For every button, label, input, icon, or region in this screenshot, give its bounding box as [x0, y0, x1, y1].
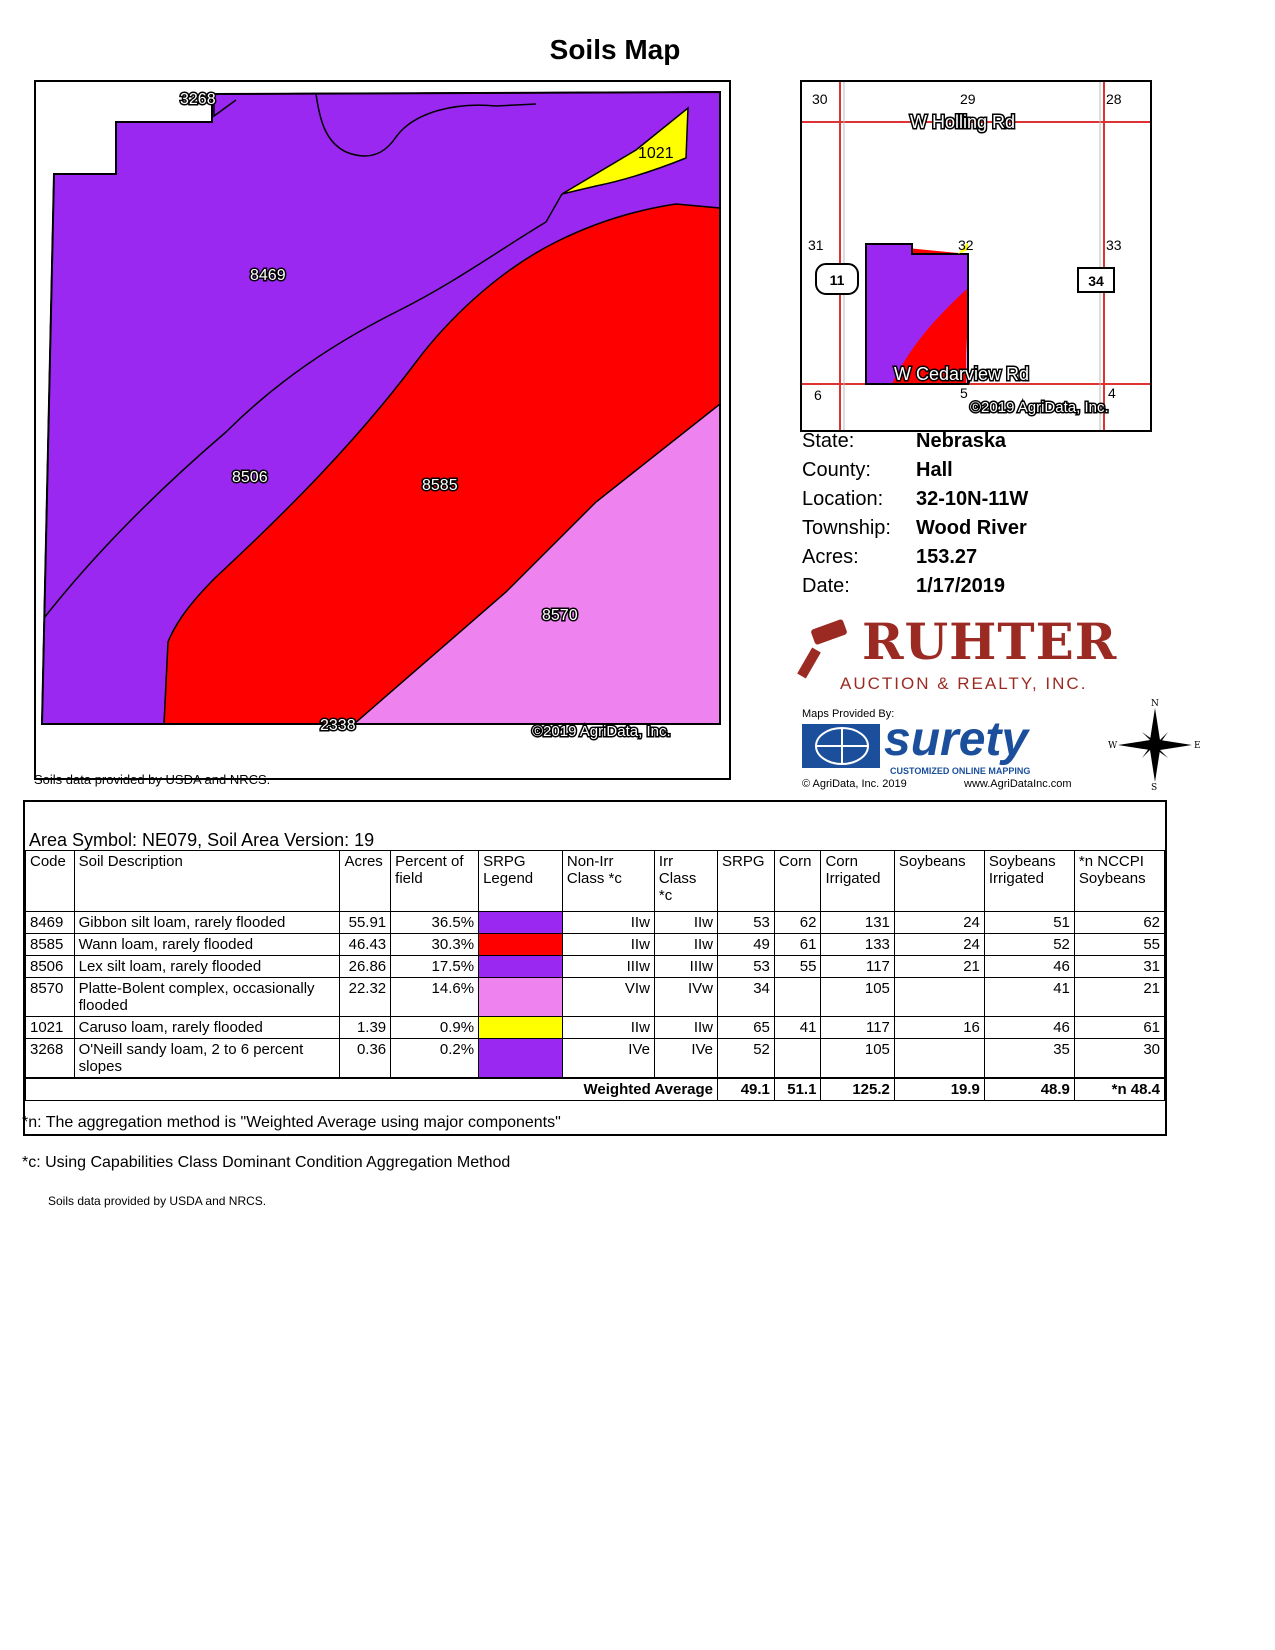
table-cell: 41: [984, 978, 1074, 1017]
locator-copyright: ©2019 AgriData, Inc.: [970, 399, 1109, 416]
table-cell: [774, 1039, 821, 1079]
table-cell: IIw: [654, 912, 717, 934]
table-cell: Gibbon silt loam, rarely flooded: [74, 912, 340, 934]
table-cell: 8469: [26, 912, 75, 934]
info-value: 153.27: [916, 546, 978, 568]
table-row: [26, 956, 1165, 978]
map-label: 8585: [422, 477, 458, 494]
table-cell: 61: [774, 934, 821, 956]
col-header: Non-Irr Class *c: [562, 851, 654, 912]
col-header: Corn: [774, 851, 821, 912]
table-cell: 46: [984, 956, 1074, 978]
page-title: Soils Map: [549, 34, 681, 65]
weighted-average-cell: 49.1: [718, 1078, 775, 1101]
info-value: Hall: [916, 459, 953, 481]
table-cell: Platte-Bolent complex, occasionally flooded: [74, 978, 340, 1017]
svg-text:S: S: [1151, 783, 1158, 793]
table-row: [26, 1039, 1165, 1079]
gavel-icon: [800, 618, 864, 682]
table-cell: IIw: [562, 912, 654, 934]
area-symbol: Area Symbol: NE079, Soil Area Version: 19: [29, 830, 375, 850]
table-cell: IVe: [654, 1039, 717, 1079]
soils-map: [34, 80, 731, 780]
table-cell: IIw: [562, 1017, 654, 1039]
table-cell: 34: [718, 978, 775, 1017]
info-label: Acres:: [802, 546, 859, 568]
srpg-legend-swatch: [479, 934, 563, 956]
svg-text:6: 6: [814, 387, 822, 403]
map-label: 8570: [542, 607, 578, 624]
table-cell: 22.32: [340, 978, 391, 1017]
table-cell: 1.39: [340, 1017, 391, 1039]
info-value: Wood River: [916, 517, 1027, 539]
table-cell: 17.5%: [391, 956, 479, 978]
svg-text:31: 31: [808, 237, 824, 253]
weighted-average-cell: 48.9: [984, 1078, 1074, 1101]
footnote-source: Soils data provided by USDA and NRCS.: [48, 1194, 267, 1208]
svg-text:32: 32: [958, 237, 974, 253]
map-copyright: ©2019 AgriData, Inc.: [532, 723, 671, 740]
info-label: Date:: [802, 575, 850, 597]
soil-table-panel: [23, 800, 1167, 1136]
table-cell: 8570: [26, 978, 75, 1017]
table-cell: 62: [1074, 912, 1164, 934]
col-header: Soybeans: [894, 851, 984, 912]
table-cell: [774, 978, 821, 1017]
table-cell: VIw: [562, 978, 654, 1017]
table-cell: 31: [1074, 956, 1164, 978]
table-cell: 14.6%: [391, 978, 479, 1017]
table-row: [26, 934, 1165, 956]
srpg-legend-swatch: [479, 956, 563, 978]
table-cell: 35: [984, 1039, 1074, 1079]
svg-text:34: 34: [1088, 273, 1104, 289]
globe-icon: [802, 724, 880, 768]
srpg-legend-swatch: [479, 978, 563, 1017]
table-cell: IVw: [654, 978, 717, 1017]
weighted-average-cell: 51.1: [774, 1078, 821, 1101]
table-cell: 55: [774, 956, 821, 978]
col-header: Soybeans Irrigated: [984, 851, 1074, 912]
svg-text:11: 11: [829, 272, 845, 288]
table-cell: 105: [821, 978, 894, 1017]
col-header: Soil Description: [74, 851, 340, 912]
svg-text:4: 4: [1108, 385, 1116, 401]
table-cell: 117: [821, 1017, 894, 1039]
footnote-n: *n: The aggregation method is "Weighted Average using major components": [22, 1114, 561, 1131]
svg-text:N: N: [1151, 699, 1159, 709]
table-cell: IIw: [654, 1017, 717, 1039]
table-cell: 55.91: [340, 912, 391, 934]
table-cell: 41: [774, 1017, 821, 1039]
table-cell: 61: [1074, 1017, 1164, 1039]
table-header-row: [26, 851, 1165, 912]
table-cell: 24: [894, 934, 984, 956]
svg-text:29: 29: [960, 91, 976, 107]
table-cell: 0.2%: [391, 1039, 479, 1079]
weighted-average-cell: 125.2: [821, 1078, 894, 1101]
srpg-legend-swatch: [479, 912, 563, 934]
soil-table: [25, 850, 1165, 1101]
svg-text:W: W: [1108, 741, 1118, 751]
table-cell: 21: [1074, 978, 1164, 1017]
table-cell: 52: [718, 1039, 775, 1079]
col-header: SRPG: [718, 851, 775, 912]
table-cell: 36.5%: [391, 912, 479, 934]
info-label: State:: [802, 430, 855, 452]
table-cell: 62: [774, 912, 821, 934]
table-cell: IIw: [562, 934, 654, 956]
table-cell: 0.9%: [391, 1017, 479, 1039]
info-label: Location:: [802, 488, 884, 510]
srpg-legend-swatch: [479, 1039, 563, 1079]
map-label: 8469: [250, 267, 286, 284]
table-cell: 52: [984, 934, 1074, 956]
table-cell: 46: [984, 1017, 1074, 1039]
info-value: Nebraska: [916, 430, 1007, 452]
table-cell: 53: [718, 956, 775, 978]
col-header: Acres: [340, 851, 391, 912]
soils-data-note: Soils data provided by USDA and NRCS.: [34, 772, 271, 787]
table-cell: 24: [894, 912, 984, 934]
table-cell: 53: [718, 912, 775, 934]
table-cell: 46.43: [340, 934, 391, 956]
table-row: [26, 1017, 1165, 1039]
col-header: SRPG Legend: [479, 851, 563, 912]
info-label: County:: [802, 459, 871, 481]
surety-logo: Maps Provided By: surety CUSTOMIZED ONLINE MAPPING © AgriData, Inc. 2019 www.AgriDataInc.com: [802, 708, 1072, 790]
table-cell: 30: [1074, 1039, 1164, 1079]
srpg-legend-swatch: [479, 1017, 563, 1039]
table-cell: [894, 978, 984, 1017]
compass-rose-icon: [1108, 699, 1201, 793]
table-cell: Lex silt loam, rarely flooded: [74, 956, 340, 978]
table-cell: Wann loam, rarely flooded: [74, 934, 340, 956]
info-label: Township:: [802, 517, 891, 539]
table-cell: 133: [821, 934, 894, 956]
info-value: 1/17/2019: [916, 575, 1005, 597]
table-cell: IIIw: [562, 956, 654, 978]
col-header: *n NCCPI Soybeans: [1074, 851, 1164, 912]
table-cell: 131: [821, 912, 894, 934]
svg-text:33: 33: [1106, 237, 1122, 253]
map-label: 1021: [638, 145, 674, 162]
table-cell: 49: [718, 934, 775, 956]
col-header: Code: [26, 851, 75, 912]
table-cell: 8585: [26, 934, 75, 956]
table-cell: 8506: [26, 956, 75, 978]
col-header: Irr Class *c: [654, 851, 717, 912]
table-row: [26, 912, 1165, 934]
map-label: 2338: [320, 717, 356, 734]
table-cell: 16: [894, 1017, 984, 1039]
table-cell: 65: [718, 1017, 775, 1039]
map-label: 8506: [232, 469, 268, 486]
svg-text:5: 5: [960, 385, 968, 401]
table-cell: 26.86: [340, 956, 391, 978]
info-value: 32-10N-11W: [916, 488, 1029, 510]
table-cell: 1021: [26, 1017, 75, 1039]
table-row: [26, 978, 1165, 1017]
weighted-average-row: [26, 1078, 1165, 1101]
road-label: W Cedarview Rd: [894, 364, 1030, 384]
weighted-average-label: Weighted Average: [26, 1078, 718, 1101]
table-cell: IVe: [562, 1039, 654, 1079]
road-label: W Holling Rd: [910, 112, 1016, 132]
table-cell: 55: [1074, 934, 1164, 956]
footnote-c: *c: Using Capabilities Class Dominant Condition Aggregation Method: [22, 1154, 511, 1171]
table-cell: 21: [894, 956, 984, 978]
locator-map: [800, 80, 1152, 432]
table-cell: Caruso loam, rarely flooded: [74, 1017, 340, 1039]
col-header: Corn Irrigated: [821, 851, 894, 912]
map-label: 3268: [180, 91, 216, 108]
table-cell: 3268: [26, 1039, 75, 1079]
col-header: Percent of field: [391, 851, 479, 912]
weighted-average-cell: *n 48.4: [1074, 1078, 1164, 1101]
svg-text:30: 30: [812, 91, 828, 107]
table-cell: 0.36: [340, 1039, 391, 1079]
table-cell: 51: [984, 912, 1074, 934]
table-cell: 30.3%: [391, 934, 479, 956]
table-cell: IIw: [654, 934, 717, 956]
table-cell: 117: [821, 956, 894, 978]
svg-text:28: 28: [1106, 91, 1122, 107]
weighted-average-cell: 19.9: [894, 1078, 984, 1101]
table-cell: 105: [821, 1039, 894, 1079]
table-cell: [894, 1039, 984, 1079]
table-cell: IIIw: [654, 956, 717, 978]
svg-text:E: E: [1194, 741, 1201, 751]
table-cell: O'Neill sandy loam, 2 to 6 percent slopes: [74, 1039, 340, 1079]
ruhter-logo: RUHTER AUCTION & REALTY, INC.: [800, 618, 1100, 708]
